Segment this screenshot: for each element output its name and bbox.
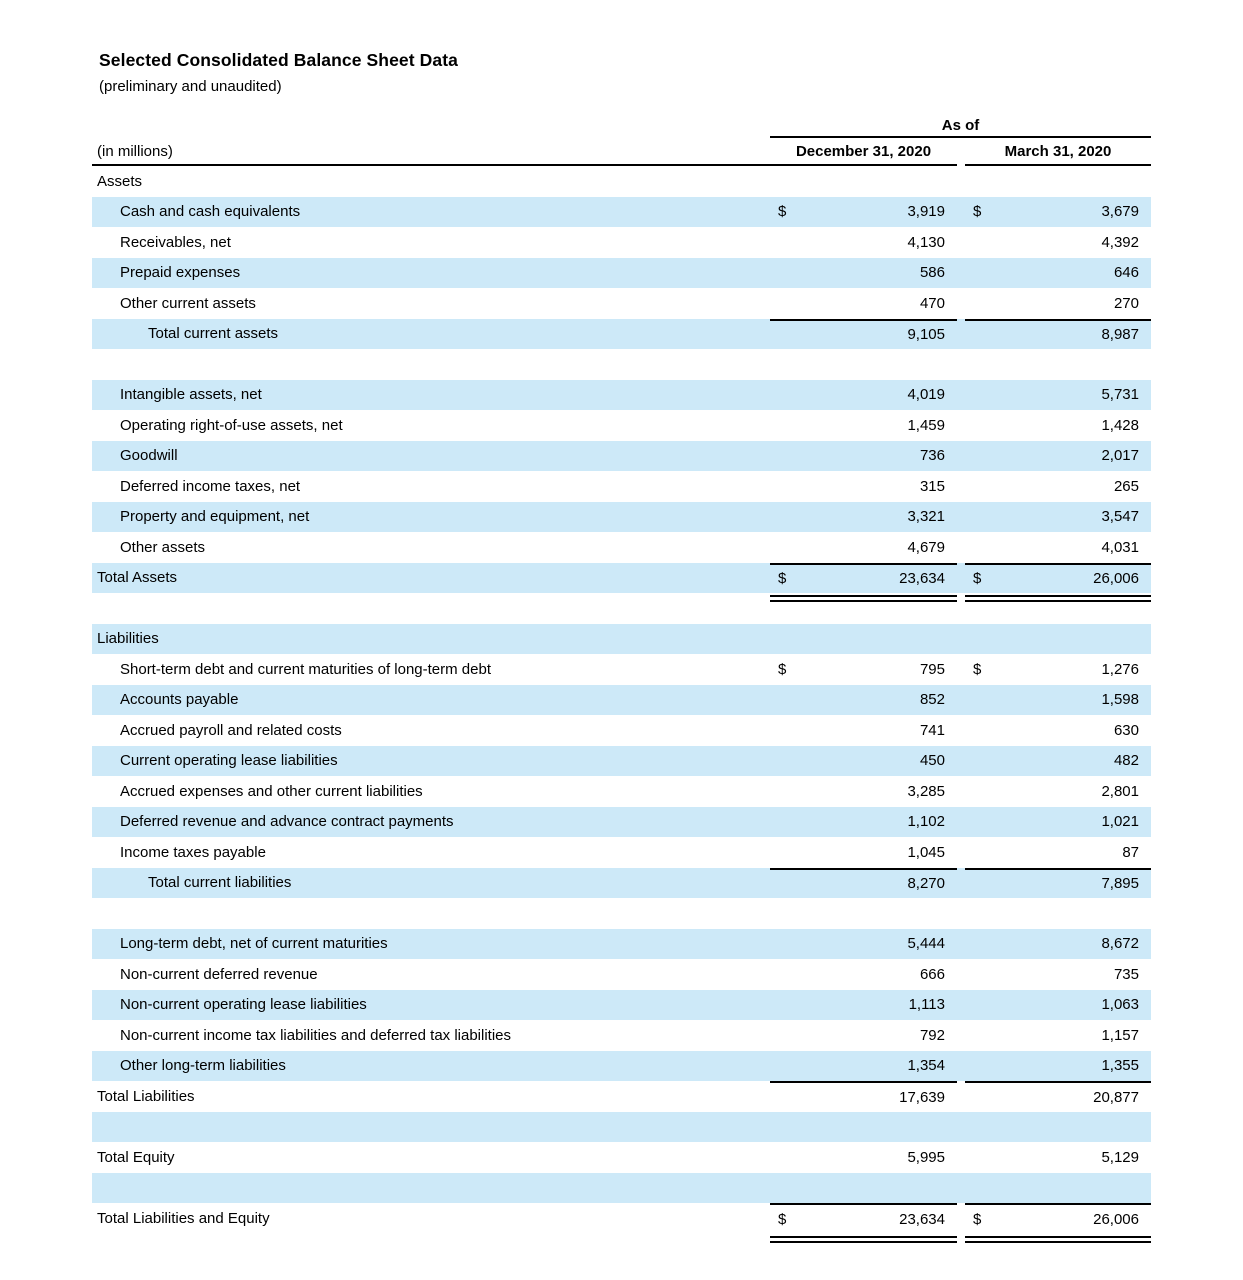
value-cell <box>965 1203 1151 1234</box>
amount: 1,428 <box>1101 416 1139 434</box>
spacer-row <box>92 1112 1151 1143</box>
column-gap <box>957 258 965 289</box>
value-cell <box>965 624 1151 655</box>
amount: 1,113 <box>908 996 945 1014</box>
value-cell <box>965 288 1151 319</box>
amount: 315 <box>919 477 945 495</box>
currency-symbol: $ <box>973 1210 982 1228</box>
value-cell <box>770 776 957 807</box>
value-cell <box>770 1142 957 1173</box>
row-label <box>92 593 770 624</box>
row-label: Accrued payroll and related costs <box>120 721 342 739</box>
amount: 630 <box>1113 721 1139 739</box>
amount: 8,987 <box>1101 326 1139 344</box>
value-cell <box>965 776 1151 807</box>
column-gap <box>957 1112 965 1143</box>
spacer-row <box>92 898 1151 929</box>
amount: 5,731 <box>1101 386 1139 404</box>
row-label: Total current liabilities <box>148 874 292 892</box>
column-gap <box>957 746 965 777</box>
currency-symbol: $ <box>778 203 787 221</box>
value-cell <box>770 532 957 563</box>
value-cell <box>965 715 1151 746</box>
amount: 736 <box>919 447 945 465</box>
column-gap <box>957 197 965 228</box>
value-cell <box>770 1112 957 1143</box>
row-label: Non-current income tax liabilities and deferred tax liabilities <box>120 1026 512 1044</box>
column-gap <box>957 532 965 563</box>
column-gap <box>957 654 965 685</box>
date-columns <box>770 138 1151 166</box>
column-gap <box>957 1203 965 1234</box>
value-cell <box>770 380 957 411</box>
column-gap <box>957 563 965 594</box>
value-cell <box>770 227 957 258</box>
amount: 23,634 <box>899 570 945 588</box>
table-row <box>92 1142 1151 1173</box>
amount: 3,285 <box>907 782 945 800</box>
amount: 2,801 <box>1101 782 1139 800</box>
amount: 450 <box>919 752 945 770</box>
amount: 3,321 <box>907 508 945 526</box>
column-gap <box>957 441 965 472</box>
amount: 265 <box>1113 477 1139 495</box>
value-cell <box>965 593 1151 624</box>
amount: 26,006 <box>1093 570 1139 588</box>
amount: 4,019 <box>907 386 945 404</box>
spacer-row <box>92 593 1151 624</box>
value-cell <box>965 837 1151 868</box>
spacer-row <box>92 349 1151 380</box>
amount: 8,270 <box>907 875 945 893</box>
value-cell <box>965 1142 1151 1173</box>
value-cell <box>965 319 1151 350</box>
value-cell <box>770 1081 957 1112</box>
table-row <box>92 227 1151 258</box>
row-label: Other current assets <box>120 294 256 312</box>
value-cell <box>770 410 957 441</box>
table-row <box>92 959 1151 990</box>
value-cell <box>965 166 1151 197</box>
table-row <box>92 1081 1151 1112</box>
value-cell <box>965 563 1151 594</box>
amount: 1,276 <box>1101 660 1139 678</box>
value-cell <box>770 1203 957 1234</box>
amount: 1,021 <box>1101 813 1139 831</box>
column-gap <box>957 685 965 716</box>
currency-symbol: $ <box>778 570 787 588</box>
value-cell <box>770 868 957 899</box>
column-gap <box>957 502 965 533</box>
amount: 4,679 <box>907 538 945 556</box>
value-columns-header <box>770 117 1151 166</box>
table-row <box>92 380 1151 411</box>
amount: 5,129 <box>1101 1148 1139 1166</box>
column-gap <box>957 990 965 1021</box>
amount: 87 <box>1122 843 1139 861</box>
value-cell <box>770 502 957 533</box>
table-header <box>92 117 1151 166</box>
amount: 1,102 <box>907 813 945 831</box>
value-cell <box>770 593 957 624</box>
value-cell <box>965 380 1151 411</box>
value-cell <box>770 166 957 197</box>
table-row <box>92 1203 1151 1234</box>
column-gap <box>957 319 965 350</box>
row-label: Deferred revenue and advance contract payments <box>120 813 454 831</box>
row-label: Other long-term liabilities <box>120 1057 286 1075</box>
column-gap <box>957 288 965 319</box>
value-cell <box>965 441 1151 472</box>
table-row <box>92 624 1151 655</box>
table-row <box>92 258 1151 289</box>
value-cell <box>965 1020 1151 1051</box>
balance-sheet-table <box>92 117 1151 1234</box>
column-gap <box>957 624 965 655</box>
amount: 4,031 <box>1101 538 1139 556</box>
amount: 2,017 <box>1101 447 1139 465</box>
value-cell <box>965 471 1151 502</box>
value-cell <box>965 197 1151 228</box>
row-label: Accrued expenses and other current liabilities <box>120 782 423 800</box>
amount: 735 <box>1113 965 1139 983</box>
value-cell <box>965 502 1151 533</box>
table-row <box>92 197 1151 228</box>
amount: 3,547 <box>1101 508 1139 526</box>
table-row <box>92 563 1151 594</box>
value-cell <box>965 532 1151 563</box>
row-label: Goodwill <box>120 447 178 465</box>
value-cell <box>770 1020 957 1051</box>
page-subtitle: (preliminary and unaudited) <box>99 78 282 95</box>
value-cell <box>770 563 957 594</box>
column-gap <box>957 868 965 899</box>
row-label: Cash and cash equivalents <box>120 203 301 221</box>
value-cell <box>965 349 1151 380</box>
column-gap <box>957 776 965 807</box>
table-row <box>92 868 1151 899</box>
column-gap <box>957 166 965 197</box>
value-cell <box>965 929 1151 960</box>
amount: 852 <box>919 691 945 709</box>
amount: 792 <box>919 1026 945 1044</box>
page-title: Selected Consolidated Balance Sheet Data <box>99 50 458 70</box>
row-label: Long-term debt, net of current maturities <box>120 935 388 953</box>
value-cell <box>965 898 1151 929</box>
row-label: Deferred income taxes, net <box>120 477 301 495</box>
table-row <box>92 471 1151 502</box>
table-row <box>92 776 1151 807</box>
amount: 4,392 <box>1101 233 1139 251</box>
table-row <box>92 288 1151 319</box>
value-cell <box>770 349 957 380</box>
value-cell <box>965 1051 1151 1082</box>
value-cell <box>965 1173 1151 1204</box>
row-label: Total Liabilities <box>97 1087 195 1105</box>
value-cell <box>770 654 957 685</box>
table-row <box>92 929 1151 960</box>
row-label <box>92 898 770 929</box>
row-label: Liabilities <box>97 630 159 648</box>
table-row <box>92 715 1151 746</box>
row-label: Receivables, net <box>120 233 231 251</box>
row-label: Operating right-of-use assets, net <box>120 416 343 434</box>
row-label: Assets <box>97 172 143 190</box>
value-cell <box>770 258 957 289</box>
amount: 7,895 <box>1101 875 1139 893</box>
value-cell <box>965 258 1151 289</box>
unit-label: (in millions) <box>92 117 770 166</box>
table-row <box>92 319 1151 350</box>
spacer-row <box>92 1173 1151 1204</box>
amount: 741 <box>919 721 945 739</box>
value-cell <box>770 197 957 228</box>
row-label: Intangible assets, net <box>120 386 262 404</box>
column-header-march: March 31, 2020 <box>965 138 1151 166</box>
value-cell <box>770 624 957 655</box>
amount: 4,130 <box>907 233 945 251</box>
amount: 26,006 <box>1093 1210 1139 1228</box>
value-cell <box>965 746 1151 777</box>
column-gap <box>957 380 965 411</box>
column-gap <box>957 471 965 502</box>
amount: 586 <box>919 264 945 282</box>
value-cell <box>965 685 1151 716</box>
value-cell <box>770 715 957 746</box>
table-row <box>92 502 1151 533</box>
row-label <box>92 1112 770 1143</box>
amount: 17,639 <box>899 1088 945 1106</box>
currency-symbol: $ <box>973 203 982 221</box>
column-gap <box>957 898 965 929</box>
value-cell <box>965 410 1151 441</box>
column-gap <box>957 138 965 166</box>
group-header-as-of: As of <box>770 117 1151 138</box>
row-label <box>92 349 770 380</box>
value-cell <box>965 990 1151 1021</box>
value-cell <box>770 746 957 777</box>
row-label: Non-current deferred revenue <box>120 965 318 983</box>
amount: 1,598 <box>1101 691 1139 709</box>
row-label: Total Assets <box>97 569 178 587</box>
table-row <box>92 1051 1151 1082</box>
value-cell <box>770 837 957 868</box>
table-row <box>92 532 1151 563</box>
column-gap <box>957 410 965 441</box>
amount: 3,679 <box>1101 203 1139 221</box>
amount: 482 <box>1113 752 1139 770</box>
amount: 270 <box>1113 294 1139 312</box>
amount: 470 <box>919 294 945 312</box>
table-row <box>92 410 1151 441</box>
column-gap <box>957 349 965 380</box>
currency-symbol: $ <box>973 570 982 588</box>
amount: 666 <box>919 965 945 983</box>
row-label <box>92 1173 770 1204</box>
table-row <box>92 441 1151 472</box>
value-cell <box>965 959 1151 990</box>
row-label: Income taxes payable <box>120 843 266 861</box>
amount: 1,459 <box>907 416 945 434</box>
value-cell <box>965 1112 1151 1143</box>
value-cell <box>770 288 957 319</box>
value-cell <box>965 868 1151 899</box>
value-cell <box>965 227 1151 258</box>
amount: 5,995 <box>907 1148 945 1166</box>
amount: 23,634 <box>899 1210 945 1228</box>
column-gap <box>957 227 965 258</box>
row-label: Non-current operating lease liabilities <box>120 996 367 1014</box>
amount: 8,672 <box>1101 935 1139 953</box>
value-cell <box>965 807 1151 838</box>
amount: 9,105 <box>907 326 945 344</box>
value-cell <box>770 990 957 1021</box>
currency-symbol: $ <box>778 660 787 678</box>
amount: 3,919 <box>907 203 945 221</box>
amount: 1,045 <box>907 843 945 861</box>
column-gap <box>957 1081 965 1112</box>
value-cell <box>770 929 957 960</box>
amount: 795 <box>919 660 945 678</box>
column-gap <box>957 929 965 960</box>
table-row <box>92 1020 1151 1051</box>
amount: 1,063 <box>1101 996 1139 1014</box>
amount: 1,354 <box>907 1057 945 1075</box>
value-cell <box>770 319 957 350</box>
value-cell <box>770 807 957 838</box>
table-row <box>92 746 1151 777</box>
column-gap <box>957 837 965 868</box>
column-gap <box>957 959 965 990</box>
value-cell <box>770 685 957 716</box>
amount: 646 <box>1113 264 1139 282</box>
row-label: Short-term debt and current maturities of long-term debt <box>120 660 492 678</box>
row-label: Accounts payable <box>120 691 239 709</box>
column-gap <box>957 593 965 624</box>
row-label: Total Liabilities and Equity <box>97 1209 270 1227</box>
value-cell <box>770 441 957 472</box>
row-label: Property and equipment, net <box>120 508 310 526</box>
row-label: Other assets <box>120 538 206 556</box>
row-label: Prepaid expenses <box>120 264 241 282</box>
row-label: Total current assets <box>148 325 279 343</box>
amount: 1,157 <box>1101 1026 1139 1044</box>
value-cell <box>770 898 957 929</box>
column-gap <box>957 1142 965 1173</box>
amount: 20,877 <box>1093 1088 1139 1106</box>
amount: 5,444 <box>907 935 945 953</box>
table-row <box>92 990 1151 1021</box>
value-cell <box>770 1051 957 1082</box>
table-row <box>92 166 1151 197</box>
value-cell <box>965 1081 1151 1112</box>
table-row <box>92 807 1151 838</box>
value-cell <box>770 1173 957 1204</box>
table-row <box>92 837 1151 868</box>
column-gap <box>957 1173 965 1204</box>
value-cell <box>965 654 1151 685</box>
column-gap <box>957 715 965 746</box>
table-row <box>92 685 1151 716</box>
currency-symbol: $ <box>973 660 982 678</box>
table-row <box>92 654 1151 685</box>
column-gap <box>957 807 965 838</box>
table-body <box>92 166 1151 1234</box>
currency-symbol: $ <box>778 1210 787 1228</box>
column-header-december: December 31, 2020 <box>770 138 957 166</box>
amount: 1,355 <box>1101 1057 1139 1075</box>
value-cell <box>770 959 957 990</box>
row-label: Current operating lease liabilities <box>120 752 338 770</box>
column-gap <box>957 1051 965 1082</box>
value-cell <box>770 471 957 502</box>
row-label: Total Equity <box>97 1148 175 1166</box>
column-gap <box>957 1020 965 1051</box>
